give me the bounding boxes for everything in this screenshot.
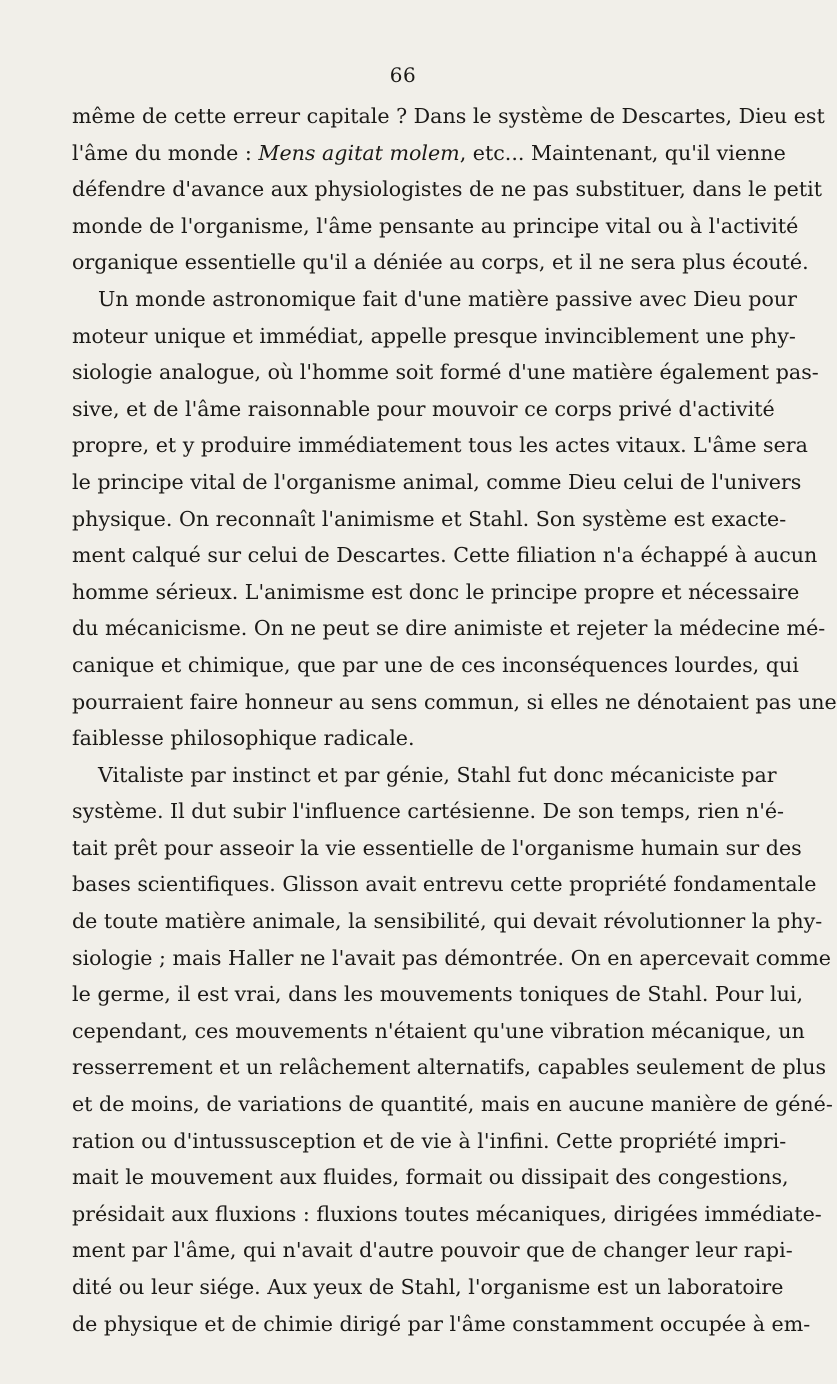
text-line: bases scientifiques. Glisson avait entrevu cette propriété fondamentale bbox=[72, 872, 817, 897]
text-line: faiblesse philosophique radicale. bbox=[72, 726, 415, 751]
text-line: sive, et de l'âme raisonnable pour mouvoir ce corps privé d'activité bbox=[72, 396, 775, 421]
text-line: du mécanicisme. On ne peut se dire animiste et rejeter la médecine mé- bbox=[72, 616, 826, 641]
text-line: même de cette erreur capitale ? Dans le système de Descartes, Dieu est bbox=[72, 104, 825, 128]
text-line: cependant, ces mouvements n'étaient qu'une vibration mécanique, un bbox=[72, 1018, 805, 1043]
text-line: le principe vital de l'organisme animal, comme Dieu celui de l'univers bbox=[72, 469, 802, 494]
text-line: tait prêt pour asseoir la vie essentielle de l'organisme humain sur des bbox=[72, 835, 802, 860]
text-line: le germe, il est vrai, dans les mouvements toniques de Stahl. Pour lui, bbox=[72, 982, 804, 1007]
paragraph-1 bbox=[72, 98, 825, 281]
text-line: siologie analogue, où l'homme soit formé d'une matière également pas- bbox=[72, 360, 819, 385]
text-line: Un monde astronomique fait d'une matière passive avec Dieu pour bbox=[98, 286, 797, 311]
text-line: présidait aux fluxions : fluxions toutes mécaniques, dirigées immédiate- bbox=[72, 1201, 822, 1226]
text-line: ment par l'âme, qui n'avait d'autre pouvoir que de changer leur rapi- bbox=[72, 1238, 793, 1263]
text-line: l'âme du monde : Mens agitat molem, etc... Maintenant, qu'il vienne bbox=[72, 140, 786, 165]
text-line: monde de l'organisme, l'âme pensante au principe vital ou à l'activité bbox=[72, 213, 799, 238]
text-line: propre, et y produire immédiatement tous les actes vitaux. L'âme sera bbox=[72, 433, 808, 458]
text-line: de physique et de chimie dirigé par l'âme constamment occupée à em- bbox=[72, 1311, 811, 1336]
text-line: défendre d'avance aux physiologistes de ne pas substituer, dans le petit bbox=[72, 177, 823, 202]
document-page bbox=[72, 63, 837, 1342]
text-line: pourraient faire honneur au sens commun, si elles ne dénotaient pas une bbox=[72, 689, 837, 714]
text-line: canique et chimique, que par une de ces inconséquences lourdes, qui bbox=[72, 652, 799, 677]
text-line: ration ou d'intussusception et de vie à l'infini. Cette propriété impri- bbox=[72, 1128, 787, 1153]
text-line: système. Il dut subir l'influence cartésienne. De son temps, rien n'é- bbox=[72, 799, 785, 824]
text-line: Vitaliste par instinct et par génie, Stahl fut donc mécaniciste par bbox=[98, 762, 777, 787]
text-line: siologie ; mais Haller ne l'avait pas démontrée. On en apercevait comme bbox=[72, 945, 831, 970]
text-line: et de moins, de variations de quantité, mais en aucune manière de géné- bbox=[72, 1092, 833, 1117]
paragraph-2 bbox=[72, 281, 837, 757]
text-line: de toute matière animale, la sensibilité, qui devait révolutionner la phy- bbox=[72, 909, 823, 934]
page-number: 66 bbox=[389, 63, 417, 87]
text-line: homme sérieux. L'animisme est donc le principe propre et nécessaire bbox=[72, 579, 800, 604]
text-line: organique essentielle qu'il a déniée au corps, et il ne sera plus écouté. bbox=[72, 250, 809, 275]
text-line: dité ou leur siége. Aux yeux de Stahl, l'organisme est un laboratoire bbox=[72, 1275, 784, 1299]
text-line: moteur unique et immédiat, appelle presque invinciblement une phy- bbox=[72, 323, 796, 348]
text-line: physique. On reconnaît l'animisme et Stahl. Son système est exacte- bbox=[72, 506, 787, 531]
paragraph-3 bbox=[72, 757, 833, 1343]
latin-quote: Mens agitat molem bbox=[258, 140, 460, 165]
text-line: mait le mouvement aux fluides, formait ou dissipait des congestions, bbox=[72, 1165, 789, 1190]
text-line: resserrement et un relâchement alternatifs, capables seulement de plus bbox=[72, 1055, 827, 1080]
text-line: ment calqué sur celui de Descartes. Cette filiation n'a échappé à aucun bbox=[72, 543, 818, 568]
